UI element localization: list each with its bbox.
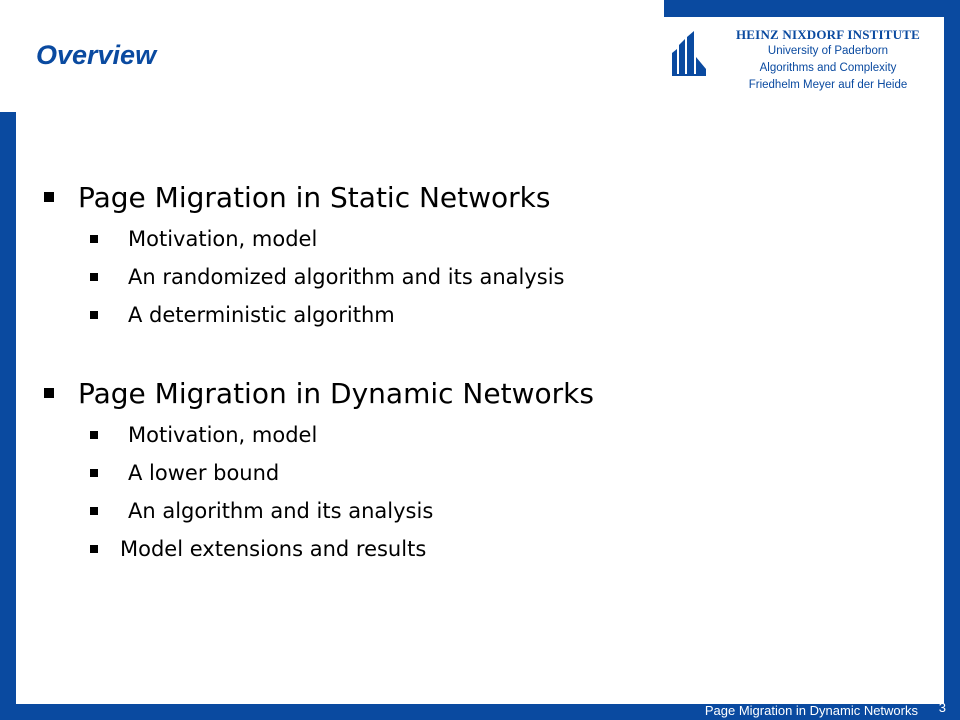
institute-header (664, 17, 944, 112)
list-item-text: A lower bound (128, 461, 280, 485)
square-bullet-icon (90, 469, 98, 477)
square-bullet-icon (90, 507, 98, 515)
title-band (0, 0, 664, 112)
square-bullet-icon (90, 235, 98, 243)
page-number: 3 (938, 700, 946, 715)
list-item-text: An randomized algorithm and its analysis (128, 265, 565, 289)
square-bullet-icon (44, 388, 54, 398)
list-item-text: Model extensions and results (120, 537, 427, 561)
square-bullet-icon (44, 192, 54, 202)
institute-university: University of Paderborn (767, 45, 889, 57)
institute-name: HEINZ NIXDORF INSTITUTE (736, 27, 920, 42)
institute-text (712, 26, 944, 94)
list-item-text: Motivation, model (128, 227, 318, 251)
section-heading-text: Page Migration in Dynamic Networks (78, 377, 594, 410)
square-bullet-icon (90, 431, 98, 439)
square-bullet-icon (90, 545, 98, 553)
institute-group: Algorithms and Complexity (759, 62, 897, 74)
list-item-text: An algorithm and its analysis (128, 499, 434, 523)
institute-logo-icon (670, 29, 708, 77)
square-bullet-icon (90, 311, 98, 319)
list-item-text: Motivation, model (128, 423, 318, 447)
footer-title: Page Migration in Dynamic Networks (704, 703, 918, 718)
slide-title: Overview (36, 40, 157, 70)
square-bullet-icon (90, 273, 98, 281)
section-heading-text: Page Migration in Static Networks (78, 181, 551, 214)
list-item-text: A deterministic algorithm (128, 303, 395, 327)
institute-author: Friedhelm Meyer auf der Heide (748, 79, 908, 91)
